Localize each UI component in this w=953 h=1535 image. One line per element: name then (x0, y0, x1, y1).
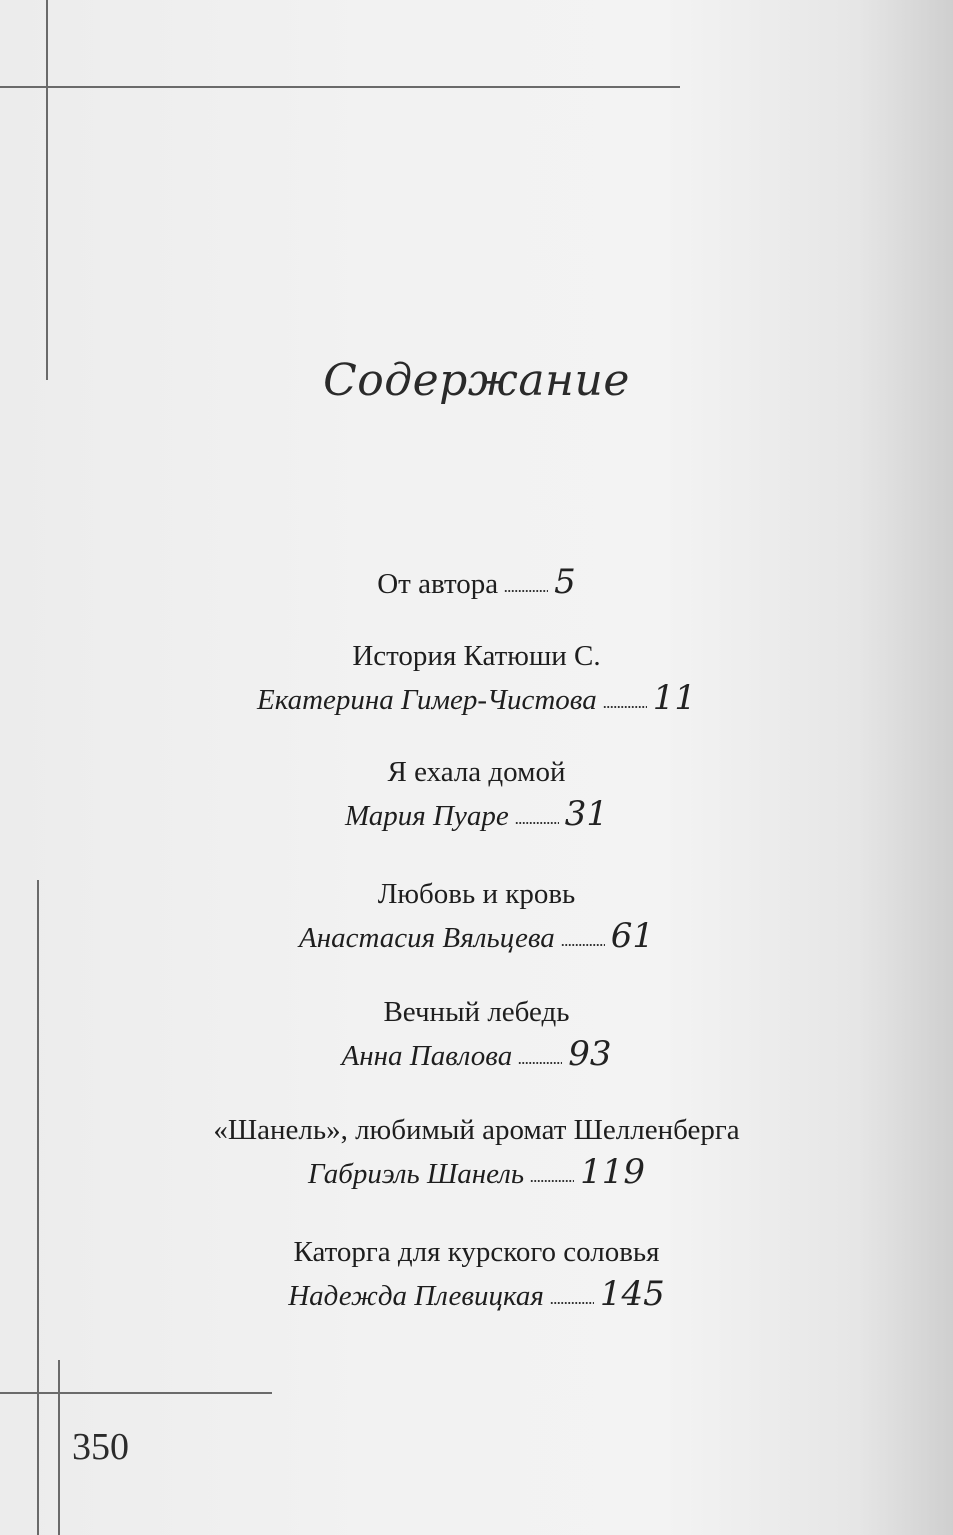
toc-page-number: 61 (610, 916, 654, 956)
toc-entry-title: История Катюши С. (352, 640, 601, 672)
toc-entry-title: Каторга для курского соловья (293, 1236, 660, 1268)
toc-page-number: 119 (580, 1152, 646, 1192)
left-vertical-rule-bottom (37, 880, 39, 1535)
toc-page-number: 145 (599, 1274, 665, 1314)
leader-dots (515, 817, 559, 825)
toc-entry (0, 560, 953, 606)
toc-entry-author: Габриэль Шанель (307, 1158, 525, 1190)
toc-entry-title: От автора (377, 568, 499, 600)
toc-page-number: 5 (554, 562, 576, 602)
footer-rule (0, 1392, 272, 1394)
left-vertical-rule-top (46, 0, 48, 380)
toc-page-number: 93 (568, 1034, 612, 1074)
toc-entry-title: Я ехала домой (387, 756, 566, 788)
toc-entry-author: Мария Пуаре (345, 800, 509, 832)
header-rule (0, 86, 680, 88)
page-title: Содержание (323, 355, 630, 406)
toc-entry (0, 636, 953, 722)
toc-page-number: 11 (652, 678, 696, 718)
footer-vertical-rule (58, 1360, 60, 1535)
toc-entry-author: Екатерина Гимер-Чистова (257, 684, 597, 716)
leader-dots (561, 939, 605, 947)
toc-entry (0, 752, 953, 838)
toc-page-number: 31 (564, 794, 608, 834)
toc-entry (0, 1232, 953, 1318)
leader-dots (518, 1057, 562, 1065)
leader-dots (504, 585, 548, 593)
toc-entry-title: Любовь и кровь (377, 878, 576, 910)
leader-dots (550, 1297, 594, 1305)
toc-entry-author: Анна Павлова (341, 1040, 513, 1072)
toc-entry-author: Надежда Плевицкая (288, 1280, 544, 1312)
leader-dots (530, 1175, 574, 1183)
toc-entry-title: Вечный лебедь (383, 996, 570, 1028)
toc-entry (0, 1110, 953, 1196)
page-number-footer: 350 (72, 1426, 129, 1468)
toc-entry (0, 992, 953, 1078)
toc-entry-author: Анастасия Вяльцева (298, 922, 555, 954)
toc-entry-title: «Шанель», любимый аромат Шелленберга (213, 1114, 740, 1146)
leader-dots (603, 701, 647, 709)
toc-entry (0, 874, 953, 960)
